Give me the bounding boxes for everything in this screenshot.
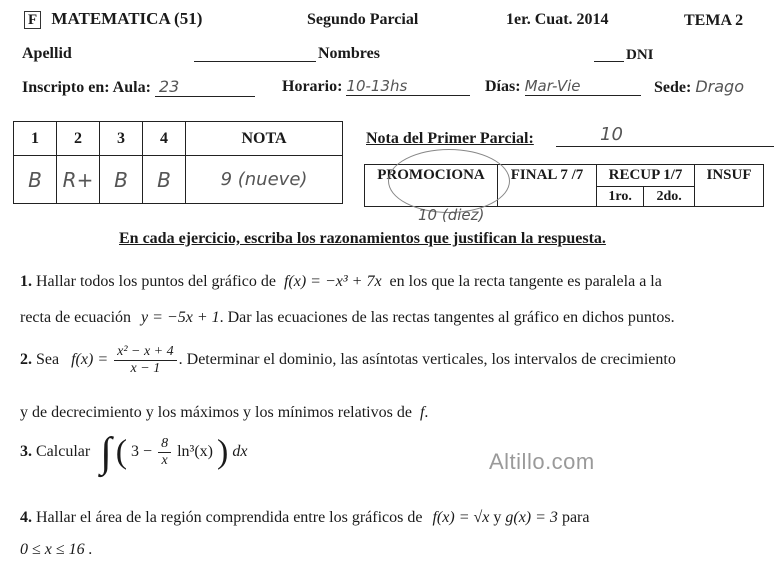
grades-col-2: 2 xyxy=(57,122,100,156)
problem-1-text-c: recta de ecuación xyxy=(20,309,132,326)
problem-1-func: f(x) = −x³ + 7x xyxy=(283,273,382,290)
problem-3-text-a: Calcular xyxy=(36,443,91,461)
grades-value-row xyxy=(14,156,343,204)
recup-1ro: 1ro. xyxy=(597,187,644,207)
dias-label: Días: xyxy=(485,78,521,95)
dias-value: Mar-Vie xyxy=(525,77,641,96)
header-row-1 xyxy=(24,9,202,29)
problem-1-line-2 xyxy=(20,309,675,327)
problem-4-y: y xyxy=(493,509,502,526)
dni-label: DNI xyxy=(626,47,654,63)
exam-term: 1er. Cuat. 2014 xyxy=(506,11,609,28)
problem-1-text-d: . Dar las ecuaciones de las rectas tangentes al gráfico en dichos puntos. xyxy=(219,309,675,326)
primer-parcial-value: 10 xyxy=(600,124,623,145)
problem-1-text-a: Hallar todos los puntos del gráfico de xyxy=(36,273,276,290)
problem-2-number: 2. xyxy=(20,351,32,369)
problem-1-line-eq: y = −5x + 1 xyxy=(141,309,220,326)
problem-3-frac-den: x xyxy=(161,453,168,468)
apellido-line xyxy=(194,61,316,62)
problem-2-text-b: . Determinar el dominio, las asíntotas verticales, los intervalos de crecimiento xyxy=(178,351,676,369)
problem-1-number: 1. xyxy=(20,273,32,290)
nombres-label: Nombres xyxy=(318,45,380,62)
problem-2-func-lhs: f(x) = xyxy=(71,351,109,369)
grade-2: R+ xyxy=(57,156,100,204)
grades-col-1: 1 xyxy=(14,122,57,156)
integral-sign: ∫ xyxy=(100,429,112,476)
problem-4-range: 0 ≤ x ≤ 16 . xyxy=(20,541,93,558)
problem-4-f1: f(x) = √x xyxy=(432,509,490,526)
problem-2-text-a: Sea xyxy=(36,351,60,369)
grades-header-row xyxy=(14,122,343,156)
grade-4: B xyxy=(143,156,186,204)
grades-col-4: 4 xyxy=(143,122,186,156)
problem-2-f: f xyxy=(419,404,425,421)
problem-3-line xyxy=(20,429,248,476)
aula-value: 23 xyxy=(155,77,255,97)
problem-4-para: para xyxy=(561,509,590,526)
problem-3-frac-num: 8 xyxy=(158,436,171,453)
problem-3-fraction xyxy=(158,436,171,469)
nombres-line xyxy=(594,61,624,62)
primer-parcial-row xyxy=(366,130,534,148)
horario-value: 10-13hs xyxy=(346,77,470,96)
primer-parcial-label: Nota del Primer Parcial: xyxy=(366,130,534,147)
problem-3-dx: dx xyxy=(232,443,248,461)
watermark-logo: Altillo.com xyxy=(489,449,595,474)
form-letter-box: F xyxy=(24,11,41,29)
problem-2-line-2 xyxy=(20,404,428,422)
problem-2-end: . xyxy=(424,404,429,421)
recup-cell: RECUP 1/7 xyxy=(597,165,695,187)
horario-row xyxy=(282,77,470,96)
grade-1: B xyxy=(14,156,57,204)
sede-value: Drago xyxy=(695,77,744,96)
problem-2-denominator: x − 1 xyxy=(130,361,161,376)
inscripto-label: Inscripto en: Aula: xyxy=(22,79,151,96)
recup-2do: 2do. xyxy=(644,187,695,207)
problem-2-fraction xyxy=(114,344,177,377)
dias-row xyxy=(485,77,641,96)
insuf-cell: INSUF xyxy=(695,165,764,207)
problem-2-numerator: x² − x + 4 xyxy=(114,344,177,361)
apellido-label: Apellid xyxy=(22,45,72,62)
problem-1-line-1 xyxy=(20,273,662,291)
promociona-cell: PROMOCIONA xyxy=(365,165,498,207)
problem-2-line-1 xyxy=(20,344,676,377)
horario-label: Horario: xyxy=(282,78,343,95)
promociona-circle xyxy=(388,149,510,213)
grades-col-3: 3 xyxy=(100,122,143,156)
problem-4-text-a: Hallar el área de la región comprendida entre los gráficos de xyxy=(36,509,423,526)
exam-name: Segundo Parcial xyxy=(307,11,419,28)
instruction: En cada ejercicio, escriba los razonamientos que justifican la respuesta. xyxy=(119,230,606,247)
problem-2-text-c: y de decrecimiento y los máximos y los mínimos relativos de xyxy=(20,404,412,421)
handwritten-note: 10 (diez) xyxy=(418,206,485,224)
primer-parcial-line xyxy=(556,146,774,147)
sede-row xyxy=(654,77,744,97)
grade-nota: 9 (nueve) xyxy=(186,156,343,204)
problem-3-number: 3. xyxy=(20,443,32,461)
problem-4-number: 4. xyxy=(20,509,32,526)
inscripto-row xyxy=(22,77,255,97)
problem-1-text-b: en los que la recta tangente es paralela a la xyxy=(389,273,662,290)
paren-open: ( xyxy=(115,433,128,471)
grade-3: B xyxy=(100,156,143,204)
problem-3-integrand-b: ln³(x) xyxy=(177,443,213,461)
subject-title: MATEMATICA (51) xyxy=(51,9,203,28)
tema-label: TEMA 2 xyxy=(684,12,744,29)
paren-close: ) xyxy=(216,433,229,471)
sede-label: Sede: xyxy=(654,79,692,96)
problem-4-line-1 xyxy=(20,509,589,527)
grades-table xyxy=(13,121,343,204)
final-cell: FINAL 7 /7 xyxy=(498,165,597,207)
grades-col-nota: NOTA xyxy=(186,122,343,156)
problem-4-f2: g(x) = 3 xyxy=(505,509,558,526)
problem-3-integrand-a: 3 − xyxy=(131,443,153,461)
